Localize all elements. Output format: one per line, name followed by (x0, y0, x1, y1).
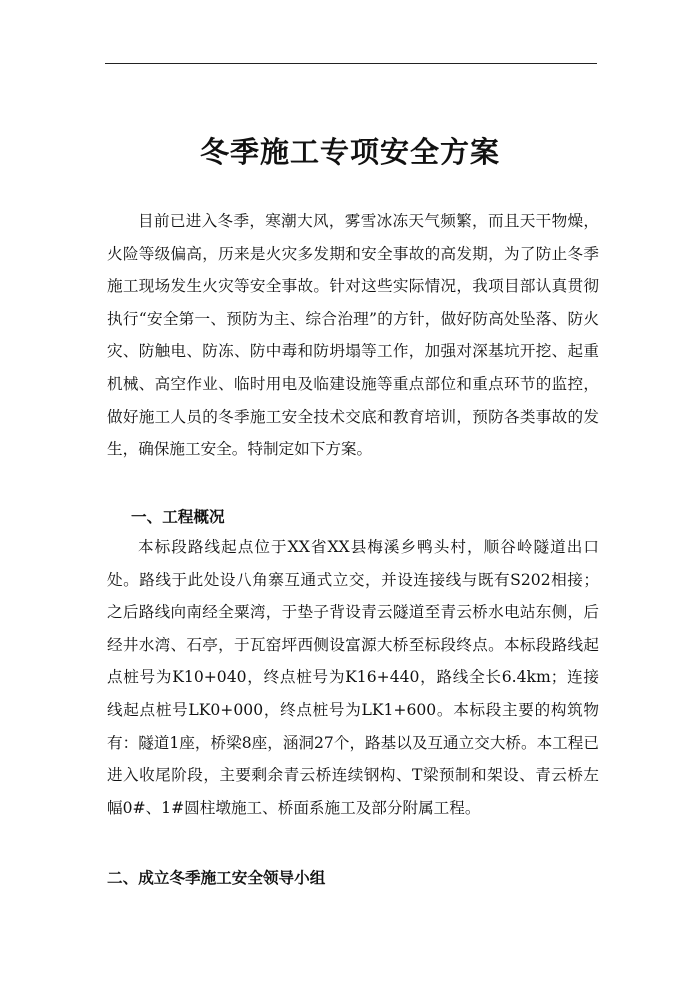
document-title: 冬季施工专项安全方案 (199, 135, 500, 169)
intro-paragraph: 目前已进入冬季，寒潮大风，雾雪冰冻天气频繁，而且天干物燥，火险等级偏高，历来是火灾多发期和安全事故的高发期，为了防止冬季施工现场发生火灾等安全事故。针对这些实际情况，我项目部认真贯彻执行“安全第一、预防为主、综合治理”的方针，做好防高处坠落、防火灾、防触电、防冻、防中毒和防坍塌等工作，加强对深基坑开挖、起重机械、高空作业、临时用电及临建设施等重点部位和重点环节的监控，做好施工人员的冬季施工安全技术交底和教育培训，预防各类事故的发生，确保施工安全。特制定如下方案。 (107, 212, 599, 459)
header-rule (105, 63, 597, 64)
section-heading-project-overview: 一、工程概况 (131, 508, 225, 526)
section-heading-safety-leadership-group: 二、成立冬季施工安全领导小组 (107, 869, 326, 887)
project-overview-paragraph: 本标段路线起点位于XX省XX县梅溪乡鸭头村，顺谷岭隧道出口处。路线于此处设八角寨互通式立交，并设连接线与既有S202相接；之后路线向南经全粟湾，于垫子背设青云隧道至青云桥水电站东侧，后经井水湾、石亭，于瓦窑坪西侧设富源大桥至标段终点。本标段路线起点桩号为K10+040，终点桩号为K16+440，路线全长6.4km；连接线起点桩号LK0+000，终点桩号为LK1+600。本标段主要的构筑物有：隧道1座，桥梁8座，涵洞27个，路基以及互通立交大桥。本工程已进入收尾阶段，主要剩余青云桥连续钢构、T梁预制和架设、青云桥左幅0#、1#圆柱墩施工、桥面系施工及部分附属工程。 (107, 538, 599, 817)
